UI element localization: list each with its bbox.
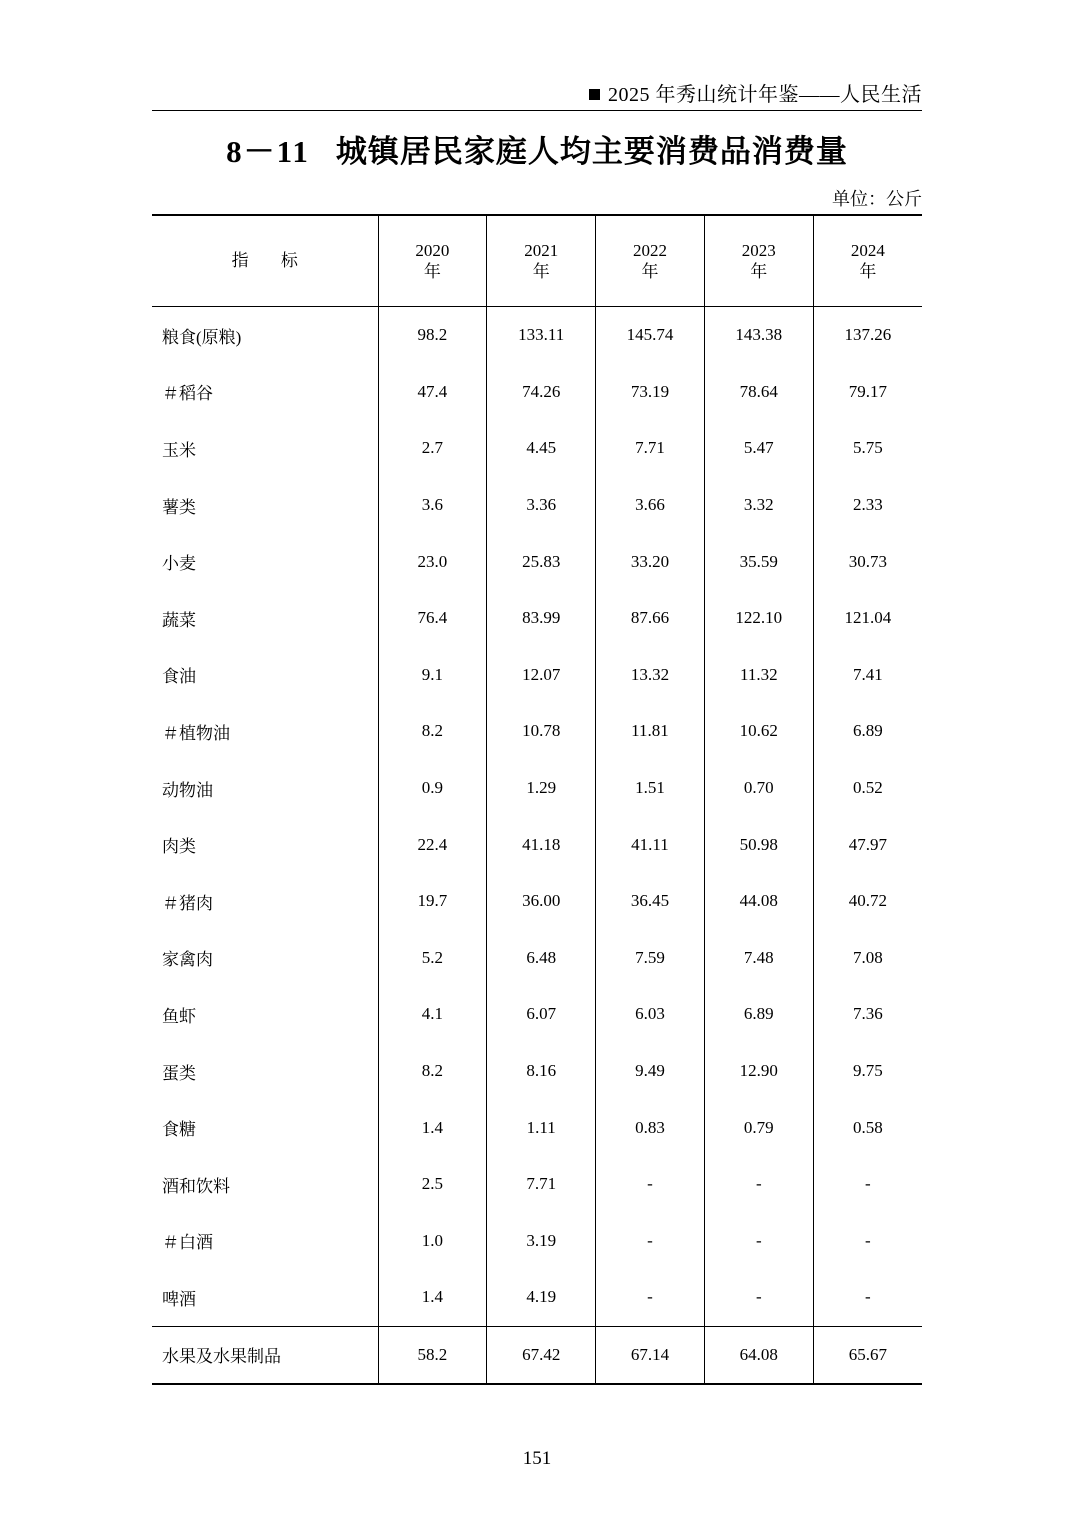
cell-2020: 2.7 <box>378 420 487 477</box>
cell-2020: 5.2 <box>378 930 487 987</box>
row-label: 粮食(原粮) <box>162 327 242 347</box>
cell-2023: 10.62 <box>704 703 813 760</box>
column-header-indicator: 指 标 <box>152 215 378 307</box>
cell-2024: 79.17 <box>813 364 922 421</box>
cell-2024: 0.52 <box>813 760 922 817</box>
table-body <box>152 307 922 1385</box>
cell-2023: 122.10 <box>704 590 813 647</box>
table-row <box>152 703 922 760</box>
cell-2021: 25.83 <box>487 533 596 590</box>
cell-2020: 98.2 <box>378 307 487 364</box>
cell-2021: 41.18 <box>487 816 596 873</box>
cell-2023: 5.47 <box>704 420 813 477</box>
cell-2024: 121.04 <box>813 590 922 647</box>
row-label: 食油 <box>162 667 196 687</box>
cell-2020: 58.2 <box>378 1326 487 1384</box>
cell-2024: - <box>813 1269 922 1326</box>
cell-2023: 50.98 <box>704 816 813 873</box>
cell-2024: 137.26 <box>813 307 922 364</box>
cell-2020: 47.4 <box>378 364 487 421</box>
cell-2023: - <box>704 1269 813 1326</box>
cell-2020: 1.0 <box>378 1213 487 1270</box>
cell-2020: 22.4 <box>378 816 487 873</box>
cell-2021: 3.36 <box>487 477 596 534</box>
cell-2024: 2.33 <box>813 477 922 534</box>
cell-2021: 1.29 <box>487 760 596 817</box>
row-label: 食糖 <box>162 1120 196 1140</box>
table-row <box>152 873 922 930</box>
column-header-2021: 2021 年 <box>487 215 596 307</box>
cell-2021: 8.16 <box>487 1043 596 1100</box>
cell-2020: 1.4 <box>378 1099 487 1156</box>
cell-2023: 35.59 <box>704 533 813 590</box>
cell-2021: 7.71 <box>487 1156 596 1213</box>
cell-2021: 10.78 <box>487 703 596 760</box>
cell-2021: 1.11 <box>487 1099 596 1156</box>
row-label: ＃植物油 <box>162 723 230 743</box>
row-label: ＃猪肉 <box>162 893 213 913</box>
cell-2023: 6.89 <box>704 986 813 1043</box>
cell-2024: 40.72 <box>813 873 922 930</box>
column-header-2020: 2020 年 <box>378 215 487 307</box>
cell-2024: 5.75 <box>813 420 922 477</box>
page-title <box>0 126 1074 171</box>
cell-2022: 36.45 <box>596 873 705 930</box>
cell-2020: 1.4 <box>378 1269 487 1326</box>
row-label: 蛋类 <box>162 1063 196 1083</box>
table-row <box>152 1156 922 1213</box>
table-row <box>152 986 922 1043</box>
row-label: 动物油 <box>162 780 213 800</box>
running-header <box>152 78 922 107</box>
cell-2020: 0.9 <box>378 760 487 817</box>
cell-2023: 64.08 <box>704 1326 813 1384</box>
cell-2022: 3.66 <box>596 477 705 534</box>
row-label: 水果及水果制品 <box>152 1326 378 1384</box>
cell-2022: 11.81 <box>596 703 705 760</box>
table-row <box>152 816 922 873</box>
cell-2022: - <box>596 1156 705 1213</box>
cell-2022: 6.03 <box>596 986 705 1043</box>
cell-2022: 33.20 <box>596 533 705 590</box>
cell-2021: 4.45 <box>487 420 596 477</box>
cell-2022: 145.74 <box>596 307 705 364</box>
cell-2023: - <box>704 1213 813 1270</box>
cell-2020: 8.2 <box>378 703 487 760</box>
cell-2023: 3.32 <box>704 477 813 534</box>
cell-2020: 23.0 <box>378 533 487 590</box>
cell-2020: 4.1 <box>378 986 487 1043</box>
column-header-2023: 2023 年 <box>704 215 813 307</box>
table-row <box>152 477 922 534</box>
table-row <box>152 1326 922 1384</box>
cell-2021: 83.99 <box>487 590 596 647</box>
cell-2021: 3.19 <box>487 1213 596 1270</box>
cell-2024: 7.08 <box>813 930 922 987</box>
cell-2021: 12.07 <box>487 647 596 704</box>
table-row <box>152 1043 922 1100</box>
row-label: 家禽肉 <box>162 950 213 970</box>
cell-2024: 65.67 <box>813 1326 922 1384</box>
cell-2022: - <box>596 1213 705 1270</box>
table-row <box>152 307 922 364</box>
cell-2023: - <box>704 1156 813 1213</box>
row-label: 蔬菜 <box>162 610 196 630</box>
cell-2020: 8.2 <box>378 1043 487 1100</box>
table-row <box>152 1213 922 1270</box>
table-header <box>152 215 922 307</box>
table-row <box>152 420 922 477</box>
row-label: ＃稻谷 <box>162 384 213 404</box>
cell-2022: 67.14 <box>596 1326 705 1384</box>
cell-2024: - <box>813 1156 922 1213</box>
square-bullet-icon <box>589 89 600 100</box>
row-label: 玉米 <box>162 440 196 460</box>
cell-2024: 0.58 <box>813 1099 922 1156</box>
cell-2024: 30.73 <box>813 533 922 590</box>
cell-2021: 6.07 <box>487 986 596 1043</box>
cell-2022: 13.32 <box>596 647 705 704</box>
cell-2022: - <box>596 1269 705 1326</box>
cell-2023: 143.38 <box>704 307 813 364</box>
table-row <box>152 1099 922 1156</box>
cell-2022: 41.11 <box>596 816 705 873</box>
cell-2022: 1.51 <box>596 760 705 817</box>
unit-note: 单位：公斤 <box>832 189 922 209</box>
cell-2024: 6.89 <box>813 703 922 760</box>
cell-2024: - <box>813 1213 922 1270</box>
page-number: 151 <box>522 1448 552 1469</box>
cell-2023: 11.32 <box>704 647 813 704</box>
cell-2021: 133.11 <box>487 307 596 364</box>
table-title-text: 城镇居民家庭人均主要消费品消费量 <box>335 134 848 169</box>
row-label: 鱼虾 <box>162 1006 196 1026</box>
table-row <box>152 930 922 987</box>
cell-2024: 47.97 <box>813 816 922 873</box>
cell-2020: 19.7 <box>378 873 487 930</box>
row-label: ＃白酒 <box>162 1233 213 1253</box>
row-label: 薯类 <box>162 497 196 517</box>
row-label: 酒和饮料 <box>162 1176 230 1196</box>
cell-2022: 73.19 <box>596 364 705 421</box>
table-row <box>152 760 922 817</box>
cell-2022: 7.59 <box>596 930 705 987</box>
cell-2022: 9.49 <box>596 1043 705 1100</box>
cell-2024: 7.36 <box>813 986 922 1043</box>
cell-2020: 3.6 <box>378 477 487 534</box>
cell-2023: 44.08 <box>704 873 813 930</box>
column-header-2024: 2024 年 <box>813 215 922 307</box>
cell-2021: 4.19 <box>487 1269 596 1326</box>
cell-2023: 78.64 <box>704 364 813 421</box>
cell-2024: 7.41 <box>813 647 922 704</box>
cell-2024: 9.75 <box>813 1043 922 1100</box>
cell-2020: 76.4 <box>378 590 487 647</box>
cell-2021: 36.00 <box>487 873 596 930</box>
table-row <box>152 647 922 704</box>
table-row <box>152 533 922 590</box>
cell-2020: 2.5 <box>378 1156 487 1213</box>
cell-2020: 9.1 <box>378 647 487 704</box>
cell-2021: 67.42 <box>487 1326 596 1384</box>
header-row <box>152 215 922 307</box>
cell-2022: 87.66 <box>596 590 705 647</box>
consumption-table <box>152 214 922 1385</box>
cell-2023: 0.79 <box>704 1099 813 1156</box>
running-header-text: 2025 年秀山统计年鉴——人民生活 <box>608 84 922 106</box>
cell-2023: 7.48 <box>704 930 813 987</box>
table-row <box>152 590 922 647</box>
row-label: 啤酒 <box>152 1269 378 1326</box>
row-label: 肉类 <box>162 837 196 857</box>
cell-2022: 0.83 <box>596 1099 705 1156</box>
cell-2023: 0.70 <box>704 760 813 817</box>
cell-2021: 6.48 <box>487 930 596 987</box>
table-row <box>152 1269 922 1326</box>
cell-2022: 7.71 <box>596 420 705 477</box>
header-divider <box>152 110 922 111</box>
column-header-2022: 2022 年 <box>596 215 705 307</box>
table-row <box>152 364 922 421</box>
row-label: 小麦 <box>162 554 196 574</box>
cell-2021: 74.26 <box>487 364 596 421</box>
table-number: 8－11 <box>226 134 310 169</box>
cell-2023: 12.90 <box>704 1043 813 1100</box>
